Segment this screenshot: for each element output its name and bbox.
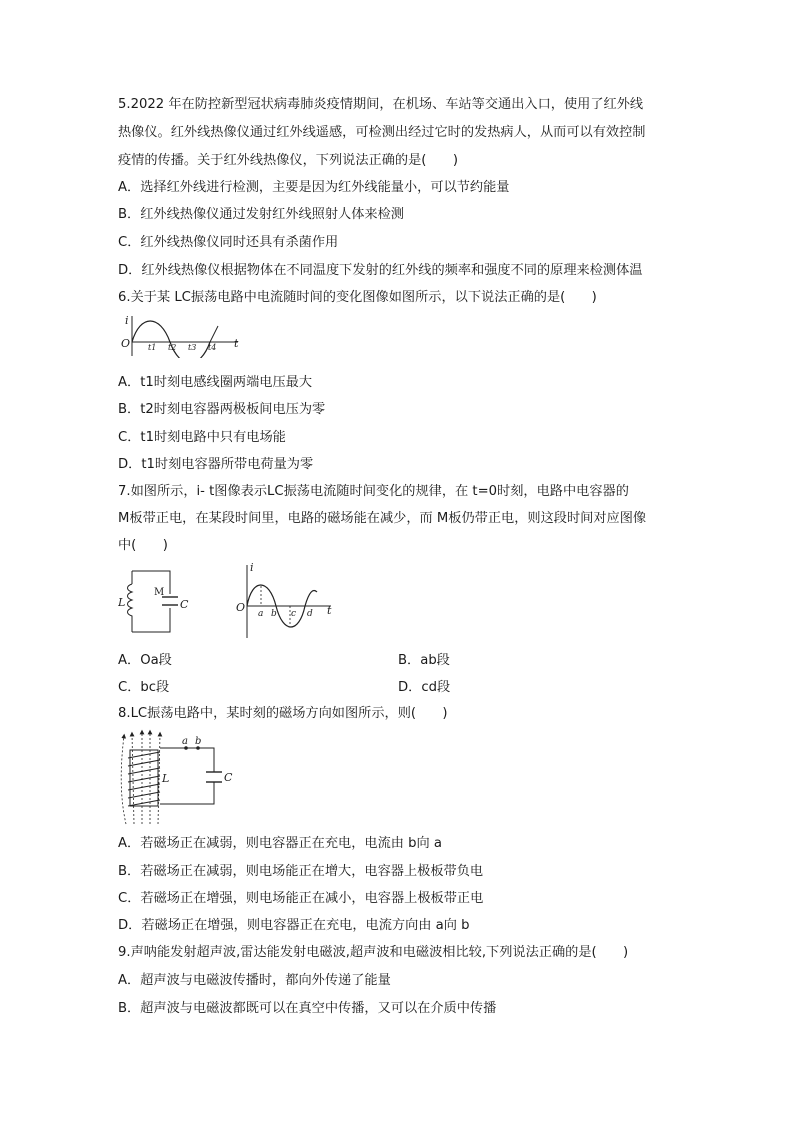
q8-option-c: C．若磁场正在增强，则电场能正在减小，电容器上极板带正电 — [118, 891, 484, 906]
q8-wire-top — [160, 748, 214, 772]
q6-option-d: D．t1时刻电容器所带电荷量为零 — [118, 457, 314, 472]
q8-lc-circuit-magnetic-field — [118, 728, 238, 830]
q7-wire-bottom — [132, 608, 170, 632]
q8-option-b: B．若磁场正在减弱，则电场能正在增大，电容器上极板带负电 — [118, 864, 484, 879]
q7-current-graph — [233, 562, 338, 640]
q6-origin-label: O — [121, 337, 131, 350]
q7-inductor-label: L — [118, 596, 126, 609]
q7-option-a: A．Oa段 — [118, 653, 172, 668]
q9-option-a: A．超声波与电磁波传播时，都向外传递了能量 — [118, 973, 391, 988]
q5-option-d: D．红外线热像仪根据物体在不同温度下发射的红外线的频率和强度不同的原理来检测体温 — [118, 263, 643, 278]
q7-plate-label: M — [154, 587, 165, 598]
q7-inductor-coil — [128, 584, 133, 620]
q5-option-b: B．红外线热像仪通过发射红外线照射人体来检测 — [118, 207, 404, 222]
q7-stem-line-3: 中( ) — [118, 538, 168, 553]
q8-option-d: D．若磁场正在增强，则电容器正在充电，电流方向由 a向 b — [118, 918, 470, 933]
q6-tick-t2: t2 — [168, 343, 177, 352]
q7-lc-circuit — [118, 566, 198, 638]
q7-x-label: t — [327, 604, 332, 617]
q7-stem-line-1: 7.如图所示，i- t图像表示LC振荡电流随时间变化的规律，在 t=0时刻，电路中电容器的 — [118, 484, 629, 499]
q5-option-c: C．红外线热像仪同时还具有杀菌作用 — [118, 235, 339, 250]
q7-y-label: i — [250, 562, 254, 574]
q6-x-label: t — [234, 337, 239, 350]
q5-option-a: A．选择红外线进行检测，主要是因为红外线能量小，可以节约能量 — [118, 180, 510, 195]
q6-tick-t1: t1 — [148, 343, 157, 352]
q8-wire-bottom — [160, 782, 214, 804]
q5-stem-line-3: 疫情的传播。关于红外线热像仪，下列说法正确的是( ) — [118, 153, 458, 168]
q8-coil-core — [130, 750, 158, 806]
q6-tick-t4: t4 — [208, 343, 217, 352]
q7-point-d: d — [307, 609, 313, 619]
q8-stem: 8.LC振荡电路中，某时刻的磁场方向如图所示，则( ) — [118, 706, 448, 721]
q6-option-a: A．t1时刻电感线圈两端电压最大 — [118, 375, 313, 390]
q6-curve-tail — [210, 326, 218, 342]
q6-y-label: i — [125, 314, 129, 327]
q8-inductor-label: L — [162, 772, 170, 785]
q6-current-graph — [118, 312, 248, 358]
q5-stem-line-2: 热像仪。红外线热像仪通过红外线遥感，可检测出经过它时的发热病人，从而可以有效控制 — [118, 125, 646, 140]
q8-point-a: a — [182, 736, 188, 747]
q7-option-b: B．ab段 — [398, 653, 450, 668]
q6-option-b: B．t2时刻电容器两极板间电压为零 — [118, 402, 326, 417]
q7-origin-label: O — [236, 601, 246, 614]
q7-point-b: b — [271, 609, 277, 619]
q8-field-lines — [121, 732, 160, 824]
q7-option-c: C．bc段 — [118, 680, 170, 695]
q7-stem-line-2: M板带正电，在某段时间里，电路的磁场能在减少，而 M板仍带正电，则这段时间对应图像 — [118, 511, 647, 526]
q6-tick-t3: t3 — [188, 343, 197, 352]
q8-option-a: A．若磁场正在减弱，则电容器正在充电，电流由 b向 a — [118, 836, 442, 851]
q7-option-d: D．cd段 — [398, 680, 451, 695]
q7-point-a: a — [258, 609, 264, 619]
q7-point-c: c — [291, 609, 297, 619]
q9-stem: 9.声呐能发射超声波,雷达能发射电磁波,超声波和电磁波相比较,下列说法正确的是( ) — [118, 945, 629, 960]
q8-capacitor-label: C — [224, 771, 233, 784]
q5-stem-line-1: 5.2022 年在防控新型冠状病毒肺炎疫情期间，在机场、车站等交通出入口，使用了红外线 — [118, 97, 644, 112]
q6-sine-curve — [132, 321, 210, 358]
q6-stem: 6.关于某 LC振荡电路中电流随时间的变化图像如图所示，以下说法正确的是( ) — [118, 290, 597, 305]
q6-option-c: C．t1时刻电路中只有电场能 — [118, 430, 286, 445]
q8-point-b: b — [195, 736, 202, 747]
q7-capacitor-label: C — [180, 598, 189, 611]
q9-option-b: B．超声波与电磁波都既可以在真空中传播，又可以在介质中传播 — [118, 1001, 497, 1016]
q7-wire-top — [132, 571, 170, 594]
